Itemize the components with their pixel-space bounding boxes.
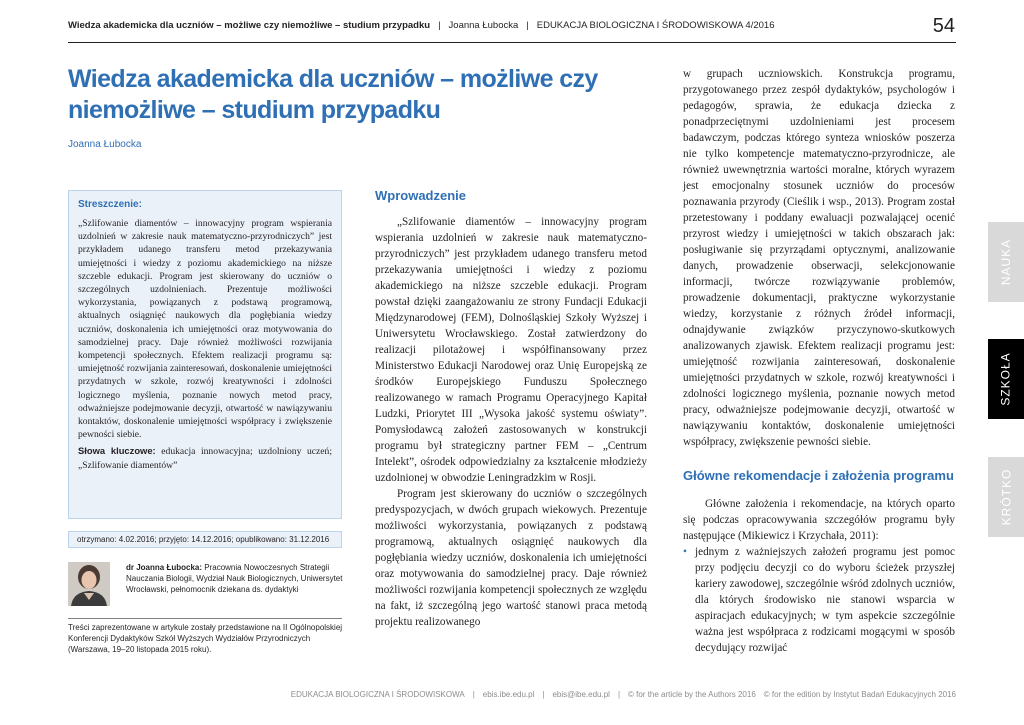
article-author: Joanna Łubocka [68,139,142,150]
keywords [78,444,332,471]
intro-paragraph-1: „Szlifowanie diamentów – innowacyjny program wspierania uzdolnień w zakresie nauk matematyczno-przyrodniczych” jest przykładem udanego transferu metod przekazywania umiejętności i wiedzy z poziomu akademickiego na niższe szczeble edukacji. Program powstał dzięki zaangażowaniu ze strony Fundacji Edukacji Międzynarodowej (FEM), Dolnośląskiej Szkoły Wyższej i Uniwersytetu Wrocławskiego. Został zatwierdzony do realizacji pilotażowej i współfinansowany przez Ministerstwo Edukacji Narodowej oraz Unię Europejską ze środków Europejskiego Funduszu Społecznego realizowanego w ramach Programu Operacyjnego Kapitał Ludzki, Priorytet III „Wysoka jakość systemu oświaty”. Pomysłodawcą założeń zastosowanych w konstrukcji programu był strategiczny partner FEM – „Centrum Intelekt”, ośrodek odpowiedzialny za kształcenie młodzieży uzdolnionej w obwodzie Leningradzkim w Rosji. [375,216,647,484]
bio-name: dr Joanna Łubocka: [126,563,203,572]
column-middle [375,180,647,630]
header-separator: | [526,20,529,31]
footer-site-link[interactable]: ebis.ibe.edu.pl [482,690,535,699]
page-number: 54 [932,15,955,37]
intro-heading: Wprowadzenie [375,188,467,203]
header-separator: | [438,20,441,31]
footer-separator: | [472,690,475,699]
recommendations-paragraph: Główne założenia i rekomendacje, na których oparto się podczas opracowywania szczegółów programu były następujące (Mikiewicz i Krzychała, 2011): [683,498,955,542]
side-tab-label: NAUKA [999,238,1013,286]
list-item: • jednym z ważniejszych założeń programu jest pomoc przy podjęciu decyzji co do wyboru ścieżek przyszłej kariery zawodowej, szczególnie wśród zdolnych uczniów, dla których środowisko nie stanowi wsparcia w aspiracjach edukacyjnych; w tym aspekcie szczególnie ważna jest współpraca z rodzicami mogącymi w sposób decydujący rozwijać [683,544,955,656]
footer-email-link[interactable]: ebis@ibe.edu.pl [552,690,610,699]
column-right [683,66,955,656]
footnote-rule [68,618,342,619]
footer-separator: | [542,690,545,699]
header-author: Joanna Łubocka [448,20,519,31]
abstract-heading: Streszczenie: [78,199,142,210]
side-tab-krotko[interactable] [988,457,1024,537]
intro-paragraph-2: Program jest skierowany do uczniów o szczególnych predyspozycjach, w dwóch grupach wiekowych. Prezentuje możliwości wykorzystania, powiązanych z podstawą programową, aktualnych osiągnięć naukowych dla pogłębiania wiedzy uczniów, doskonalenia ich umiejętności oraz motywowania do samodzielnej pracy. Daje również możliwości rozwijania kompetencji społecznych ze względu na fakt, iż szczególną jego wartość stanowi praca metodą projektu realizowanego [375,488,647,628]
footer-copyright-authors: © for the article by the Authors 2016 [628,690,756,699]
keywords-text: edukacja innowacyjna; uzdolniony uczeń; „Szlifowanie diamentów” [78,446,333,471]
bio-text: Pracownia Nowoczesnych Strategii Nauczania Biologii, Wydział Nauk Biologicznych, Uniwersytet Wrocławski, pełnomocnik dziekana ds. dydaktyki [126,563,343,594]
side-tab-label: SZKOŁA [999,352,1014,406]
header-rule [68,42,956,43]
footer-copyright-edition: © for the edition by Instytut Badań Edukacyjnych 2016 [763,690,956,699]
article-title: Wiedza akademicka dla uczniów – możliwe czy niemożliwe – studium przypadku [68,65,598,124]
side-tab-szkola[interactable] [988,339,1024,419]
abstract-text: „Szlifowanie diamentów – innowacyjny program wspierania uzdolnień w zakresie nauk matematyczno-przyrodniczych” jest przykładem udanego transferu metod przekazywania umiejętności i wiedzy z poziomu akademickiego na niższe szczeble edukacji. Program jest skierowany do uczniów o szczególnych uzdolnieniach. Prezentuje możliwości wykorzystania, powiązanych z podstawą programową, aktualnych osiągnięć naukowych dla pogłębiania wiedzy uczniów, doskonalenia ich umiejętności oraz motywowania do samodzielnej pracy. Daje również możliwości rozwijania kompetencji społecznych. Efektem realizacji programu są: umiejętność rozwijania zainteresowań, doskonalenie umiejętności przydatnych w szkole, rozwój kreatywności i zdolności logicznego myślenia, poznanie nowych metod pracy, odważniejsze podejmowanie decyzji, otwartość w nawiązywaniu kontaktów, doskonalenie umiejętności współpracy i zwiększenie pewności siebie. [78,218,332,441]
page-footer [291,690,956,699]
intro-paragraph-3: w grupach uczniowskich. Konstrukcja programu, przygotowanego przez zespół dydaktyków, psychologów i pedagogów, sprawia, że edukacja dziecka z ponadprzeciętnymi uzdolnieniami jest procesem badawczym, podczas którego synteza wniosków poszerza nie tylko kompetencje matematyczno-przyrodnicze, ale również uwewnętrznia wartości moralne, których wyrazem jest emocjonalny stosunek uczniów do procesów poznawania przyrody (Cieślik i wsp., 2013). Program został przetestowany i poddany ewaluacji pozwalającej ocenić przyrost wiedzy i umiejętności w takich obszarach jak: posługiwanie się przyrządami optycznymi, analizowanie danych, prowadzenie obserwacji, selekcjonowanie informacji, twórcze rozwiązywanie problemów, prowadzenie dokumentacji, praktyczne wykorzystanie wiedzy, korzystanie z różnych źródeł informacji, odnajdywanie związków przyczynowo-skutkowych analizowanych zjawisk. Efektem realizacji programu jest: umiejętność rozwijania zainteresowań, doskonalenie umiejętności przydatnych w szkole, rozwój kreatywności i zdolności logicznego myślenia, poznanie nowych metod pracy, odważniejsze podejmowanie decyzji, otwartość w nawiązywaniu kontaktów, doskonalenie umiejętności współpracy, zwiększenie pewności siebie. [683,68,955,448]
recommendations-list [683,544,955,656]
header-article-title: Wiedza akademicka dla uczniów – możliwe czy niemożliwe – studium przypadku [68,20,431,31]
keywords-label: Słowa kluczowe: [78,445,156,457]
side-tab-nauka[interactable] [988,222,1024,302]
footer-journal: EDUKACJA BIOLOGICZNA I ŚRODOWISKOWA [290,690,465,699]
abstract-box [68,190,342,519]
author-portrait-icon [68,562,110,606]
author-photo [68,562,110,606]
recommendations-heading: Główne rekomendacje i założenia programu [683,468,954,483]
header-journal: EDUKACJA BIOLOGICZNA I ŚRODOWISKOWA 4/2016 [536,20,775,31]
publication-dates: otrzymano: 4.02.2016; przyjęto: 14.12.2016; opublikowano: 31.12.2016 [68,531,342,548]
side-tab-label: KRÓTKO [999,468,1014,526]
running-header [68,20,775,31]
footer-separator: | [617,690,621,699]
footnote: Treści zaprezentowane w artykule zostały przedstawione na II Ogólnopolskiej Konferencji Dydaktyków Szkół Wyższych Wydziałów Przyrodniczych (Warszawa, 19–20 listopada 2015 roku). [68,623,343,654]
author-bio [126,562,344,595]
